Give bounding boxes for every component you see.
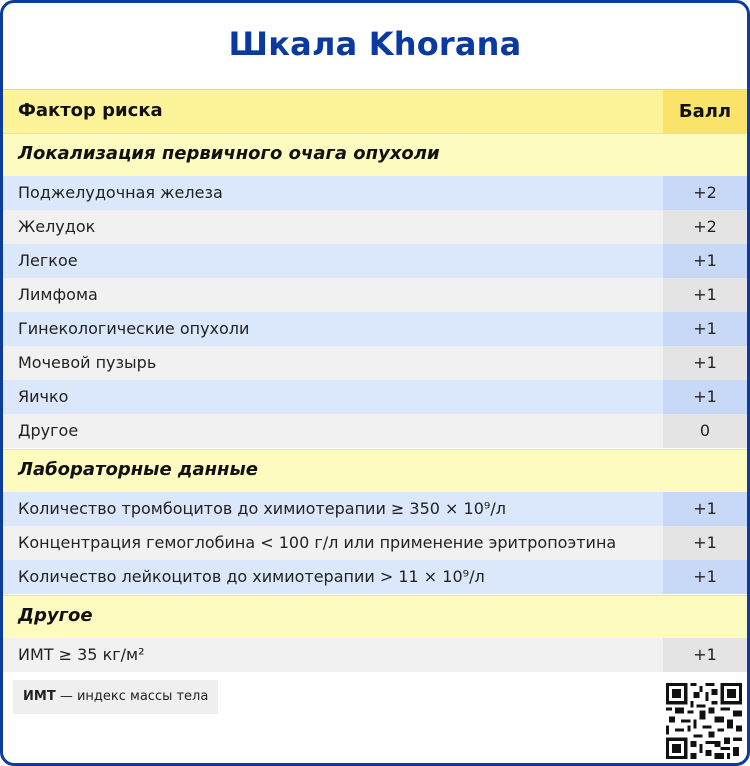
footnote-text: — индекс массы тела [55,689,209,704]
table-row [3,278,747,312]
row-score: +1 [663,244,747,278]
section-title: Другое [18,605,93,626]
row-label: Легкое [18,251,78,270]
row-label: Концентрация гемоглобина < 100 г/л или применение эритропоэтина [18,533,617,552]
qr-code-icon[interactable] [666,683,742,759]
section-other [3,595,747,638]
row-score: +1 [663,346,747,380]
table-row [3,414,747,448]
table-row [3,560,747,594]
row-label: Лимфома [18,285,98,304]
header-score: Балл [663,90,747,133]
footnote [13,680,218,714]
page-title: Шкала Khorana [228,25,522,63]
table-row [3,492,747,526]
row-label: Количество тромбоцитов до химиотерапии ≥ 350 × 10⁹/л [18,499,506,518]
row-score: +1 [663,638,747,672]
table-header [3,89,747,133]
row-score: +2 [663,176,747,210]
section-title: Лабораторные данные [18,459,258,480]
row-score: +1 [663,278,747,312]
table-row [3,210,747,244]
section-title: Локализация первичного очага опухоли [18,143,440,164]
row-label: Другое [18,421,79,440]
table-row [3,312,747,346]
section-localization [3,133,747,176]
table-row [3,526,747,560]
row-score: 0 [663,414,747,448]
row-label: Мочевой пузырь [18,353,157,372]
row-score: +1 [663,312,747,346]
row-score: +1 [663,526,747,560]
row-label: Яичко [18,387,69,406]
row-label: Поджелудочная железа [18,183,223,202]
row-score: +1 [663,560,747,594]
footnote-abbr: ИМТ [23,689,56,704]
row-label: Желудок [18,217,96,236]
row-score: +1 [663,492,747,526]
header-factor: Фактор риска [18,100,163,121]
table-row [3,176,747,210]
row-label: Количество лейкоцитов до химиотерапии > 11 × 10⁹/л [18,567,485,586]
row-score: +1 [663,380,747,414]
table-row [3,346,747,380]
table-row [3,244,747,278]
table-row [3,380,747,414]
row-score: +2 [663,210,747,244]
row-label: ИМТ ≥ 35 кг/м² [18,645,145,664]
table-row [3,638,747,672]
section-lab-data [3,449,747,492]
row-label: Гинекологические опухоли [18,319,250,338]
